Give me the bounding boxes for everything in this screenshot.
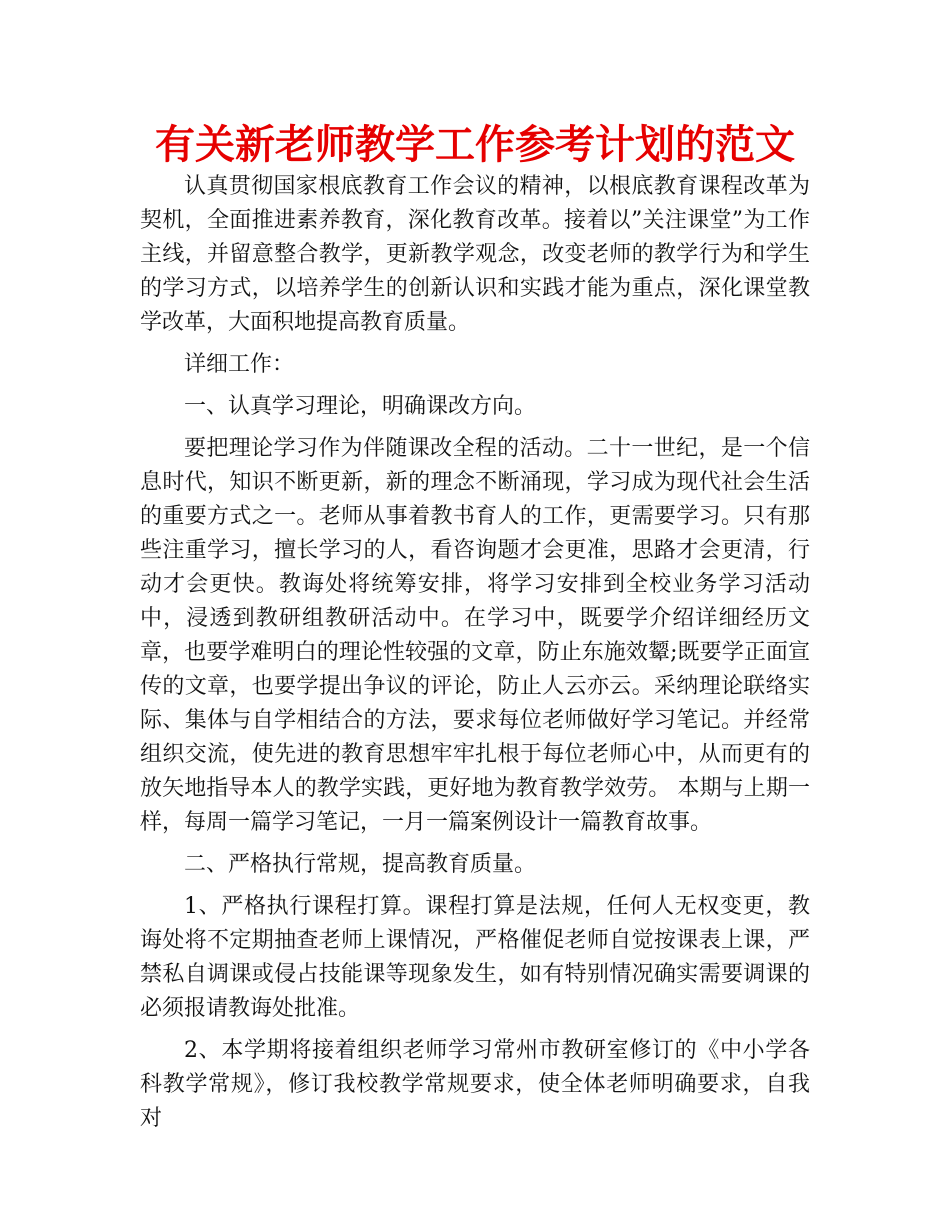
paragraph-detail-heading: 详细工作： [184,352,295,377]
section-heading-1: 一、认真学习理论，明确课改方向。 [184,394,537,419]
paragraph-theory-study: 要把理论学习作为伴随课改全程的活动。二十一世纪，是一个信息时代，知识不断更新，新的理念不断涌现，学习成为现代社会生活的重要方式之一。老师从事着教书育人的工作，更需要学习。只有那些注重学习，擅长学习的人，看咨询题才会更准，思路才会更清，行动才会更快。教诲处将统筹安排，将学习安排到全校业务学习活动中，浸透到教研组教研活动中。在学习中，既要学介绍详细经历文章，也要学难明白的理论性较强的文章，防止东施效颦;既要学正面宣传的文章，也要学提出争议的评论，防止人云亦云。采纳理论联络实际、集体与自学相结合的方法，要求每位老师做好学习笔记。并经常组织交流，使先进的教育思想牢牢扎根于每位老师心中，从而更有的放矢地指导本人的教学实践，更好地为教育教学效劳。 本期与上期一样，每周一篇学习笔记，一月一篇案例设计一篇教育故事。 [140,436,810,835]
paragraph-item-2: 2、本学期将接着组织老师学习常州市教研室修订的《中小学各科教学常规》，修订我校教学常规要求，使全体老师明确要求，自我对 [140,1038,810,1131]
section-heading-2: 二、严格执行常规，提高教育质量。 [184,852,537,877]
paragraph-item-1: 1、严格执行课程打算。课程打算是法规，任何人无权变更，教诲处将不定期抽查老师上课情况，严格催促老师自觉按课表上课，严禁私自调课或侵占技能课等现象发生，如有特别情况确实需要调课的必须报请教诲处批准。 [140,894,810,1021]
paragraph-intro: 认真贯彻国家根底教育工作会议的精神，以根底教育课程改革为契机，全面推进素养教育，深化教育改革。接着以”关注课堂”为工作主线，并留意整合教学，更新教学观念，改变老师的教学行为和学生的学习方式，以培养学生的创新认识和实践才能为重点，深化课堂教学改革，大面积地提高教育质量。 [140,174,810,335]
document-title: 有关新老师教学工作参考计划的范文 [155,122,795,168]
document-body [140,162,810,1136]
